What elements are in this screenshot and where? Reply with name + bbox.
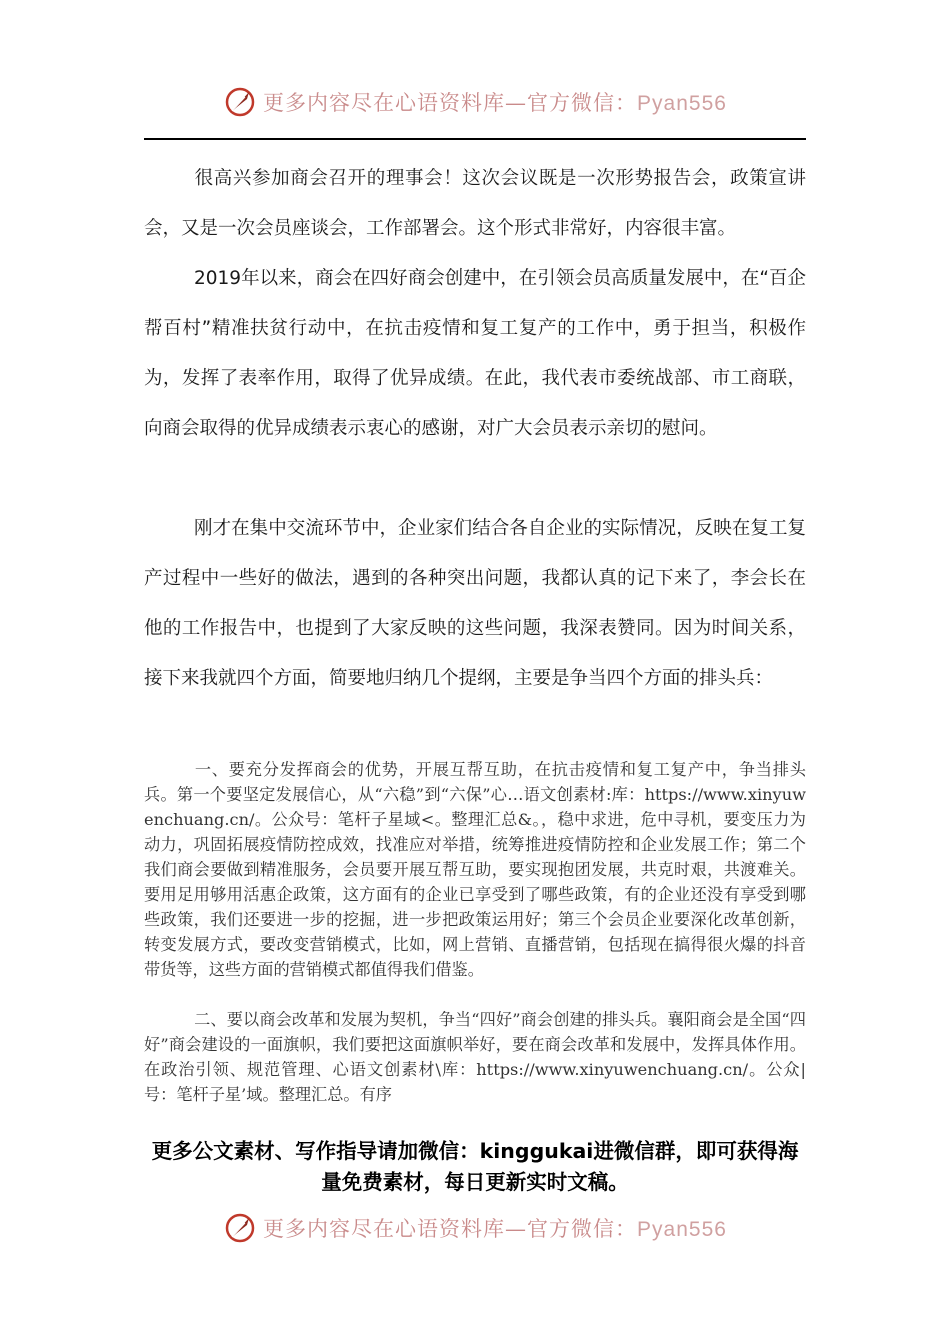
- paragraph-3: 刚才在集中交流环节中，企业家们结合各自企业的实际情况，反映在复工复产过程中一些好的做法，遇到的各种突出问题，我都认真的记下来了，李会长在他的工作报告中，也提到了大家反映的这些问题，我深表赞同。因为时间关系，接下来我就四个方面，简要地归纳几个提纲，主要是争当四个方面的排头兵：: [144, 518, 806, 689]
- paragraph-2: 2019年以来，商会在四好商会创建中，在引领会员高质量发展中，在“百企帮百村”精准扶贫行动中，在抗击疫情和复工复产的工作中，勇于担当，积极作为，发挥了表率作用，取得了优异成绩。在此，我代表市委统战部、市工商联，向商会取得的优异成绩表示衷心的感谢，对广大会员表示亲切的慰问。: [144, 268, 806, 439]
- footer-brand: [0, 1208, 950, 1248]
- header-brand-text: 更多内容尽在心语资料库—官方微信：Pyan556: [263, 91, 727, 115]
- quill-logo-icon: [223, 1211, 257, 1245]
- paragraph-4: 一、要充分发挥商会的优势，开展互帮互助，在抗击疫情和复工复产中，争当排头兵。第一个要坚定发展信心，从“六稳”到“六保”心…语文创素材:库：https://www.xinyuwenchuang.cn/。公众号：笔杆子星域<。整理汇总&。，稳中求进，危中寻机，要变压力为动力，巩固拓展疫情防控成效，找准应对举措，统筹推进疫情防控和企业发展工作；第二个我们商会要做到精准服务，会员要开展互帮互助，要实现抱团发展，共克时艰，共渡难关。要用足用够用活惠企政策，这方面有的企业已享受到了哪些政策，有的企业还没有享受到哪些政策，我们还要进一步的挖掘，进一步把政策运用好；第三个会员企业要深化改革创新，转变发展方式，要改变营销模式，比如，网上营销、直播营销，包括现在搞得很火爆的抖音带货等，这些方面的营销模式都值得我们借鉴。: [144, 760, 806, 979]
- paragraph-5: 二、要以商会改革和发展为契机，争当“四好”商会创建的排头兵。襄阳商会是全国“四好”商会建设的一面旗帜，我们要把这面旗帜举好，要在商会改革和发展中，发挥具体作用。在政治引领、规范管理、心语文创素材\库：https://www.xinyuwenchuang.cn/。公众|号：笔杆子星’域。整理汇总。有序: [144, 1010, 806, 1104]
- promo-banner: 更多公文素材、写作指导请加微信：kinggukai进微信群，即可获得海量免费素材，每日更新实时文稿。: [151, 1139, 799, 1194]
- paragraph-1: 很高兴参加商会召开的理事会！这次会议既是一次形势报告会，政策宣讲会，又是一次会员座谈会，工作部署会。这个形式非常好，内容很丰富。: [144, 168, 806, 239]
- quill-logo-icon: [223, 85, 257, 119]
- footer-brand-text: 更多内容尽在心语资料库—官方微信：Pyan556: [263, 1217, 727, 1241]
- header-divider: [144, 138, 806, 140]
- header-brand: [0, 82, 950, 122]
